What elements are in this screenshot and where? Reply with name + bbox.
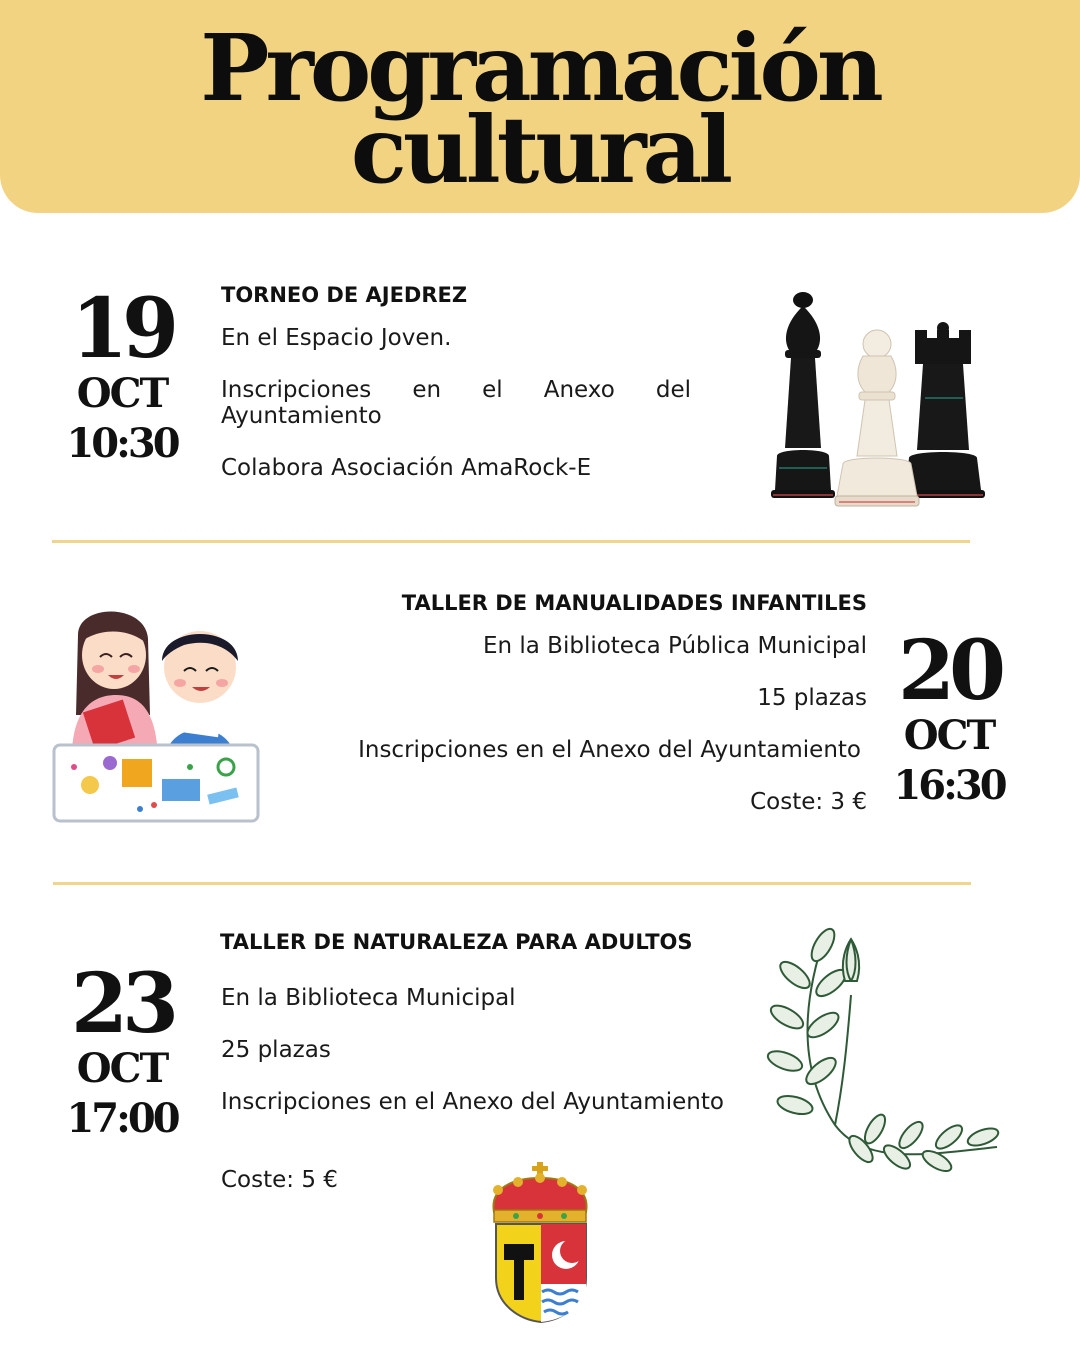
bishop-piece [771, 292, 835, 498]
event-title: TALLER DE NATURALEZA PARA ADULTOS [220, 930, 693, 954]
event-capacity: 25 plazas [221, 1037, 331, 1063]
page-title-line1: Programación [200, 14, 880, 122]
event-date [888, 623, 1010, 809]
pawn-piece [835, 330, 919, 506]
kids-crafts-illustration [50, 595, 262, 827]
event-month: OCT [903, 712, 995, 759]
botanical-branch-icon [765, 925, 1005, 1180]
event-title: TORNEO DE AJEDREZ [221, 283, 468, 307]
page-title-line2: cultural [350, 96, 730, 204]
event-registration: Inscripciones en el Anexo del Ayuntamiento [358, 737, 861, 763]
event-cost: Coste: 5 € [221, 1167, 338, 1193]
event-date [62, 281, 182, 467]
event-cost: Coste: 3 € [750, 789, 867, 815]
event-time: 16:30 [893, 762, 1005, 809]
event-day: 20 [897, 623, 1001, 719]
rook-piece [901, 322, 985, 498]
event-title: TALLER DE MANUALIDADES INFANTILES [401, 591, 867, 615]
event-location: En la Biblioteca Pública Municipal [482, 633, 867, 659]
section-divider [53, 882, 971, 885]
event-date [58, 956, 186, 1142]
event-time: 10:30 [66, 420, 178, 467]
event-location: En la Biblioteca Municipal [221, 985, 516, 1011]
event-location: En el Espacio Joven. [221, 325, 452, 351]
chess-pieces-icon [765, 278, 995, 513]
event-capacity: 15 plazas [757, 685, 867, 711]
event-collaborator: Colabora Asociación AmaRock-E [221, 455, 592, 481]
event-registration: Inscripciones en el Anexo del Ayuntamiento [221, 1089, 724, 1115]
event-day: 19 [70, 281, 174, 377]
event-month: OCT [76, 370, 168, 417]
municipal-coat-of-arms-icon [486, 1160, 596, 1325]
event-day: 23 [70, 956, 174, 1052]
event-month: OCT [76, 1045, 168, 1092]
section-divider [52, 540, 970, 543]
event-time: 17:00 [66, 1095, 178, 1142]
event-registration: Inscripciones en el Anexo del Ayuntamiento [221, 377, 691, 429]
